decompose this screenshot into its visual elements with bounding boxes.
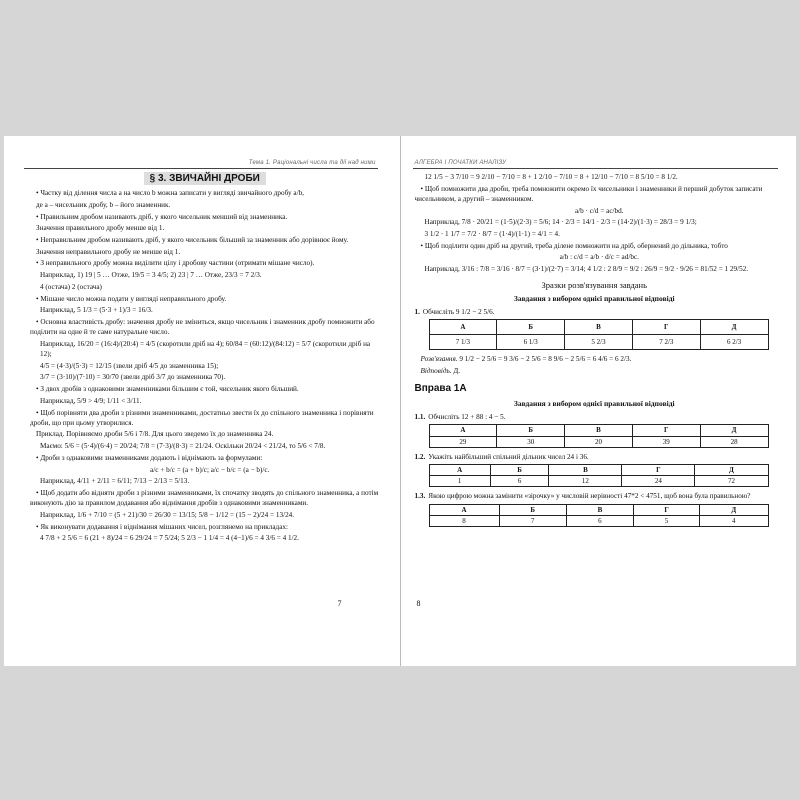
answer-option: 29 xyxy=(429,436,497,447)
answer-option: 72 xyxy=(695,476,768,487)
text-line: a/b · c/d = ac/bd. xyxy=(574,206,624,215)
right-page-content xyxy=(415,172,775,531)
text-line: • Як виконувати додавання і віднімання мішаних чисел, розглянемо на прикладах: xyxy=(36,522,288,531)
answer-option: 5 xyxy=(634,515,700,526)
answer-header: А xyxy=(429,425,497,436)
task-statement: 1.3. Якою цифрою можна замінити «зірочку» у числовій нерівності 47*2 < 4751, щоб вона була правильною? xyxy=(414,492,751,501)
answer-header: Д xyxy=(700,319,768,334)
answer-header: Д xyxy=(700,504,768,515)
answer-header: А xyxy=(429,465,490,476)
answer-option: 30 xyxy=(497,436,565,447)
text-line: • З двох дробів з однаковими знаменниками більшим є той, чисельник якого більший. xyxy=(36,385,299,394)
page-number: 7 xyxy=(337,599,342,608)
answer-option: 8 xyxy=(429,515,499,526)
answer-option: 6 xyxy=(566,515,633,526)
answer-option: 5 2/3 xyxy=(565,334,633,349)
answer-header: Г xyxy=(634,504,700,515)
text-line: 4 7/8 + 2 5/6 = 6 (21 + 8)/24 = 6 29/24 = 7 5/24; 5 2/3 − 1 1/4 = 4 (4−1)/6 = 4 3/6 = 4 1/2. xyxy=(40,534,299,543)
answer-header: Б xyxy=(497,425,565,436)
right-page xyxy=(401,136,797,666)
text-line: a/c + b/c = (a + b)/c; a/c − b/c = (a − b)/c. xyxy=(150,465,270,474)
answer-option: 24 xyxy=(622,476,695,487)
answer-header: Б xyxy=(499,504,566,515)
answer-option: 6 2/3 xyxy=(700,334,768,349)
example-heading: Завдання з вибором однієї правильної відповіді xyxy=(513,293,675,303)
section-title: § 3. ЗВИЧАЙНІ ДРОБИ xyxy=(30,174,380,184)
exercise-heading: Завдання з вибором однієї правильної відповіді xyxy=(513,399,675,409)
text-line: 3 1/2 · 1 1/7 = 7/2 · 8/7 = (1·4)/(1·1) = 4/1 = 4. xyxy=(424,230,560,239)
text-line: • Дроби з однаковими знаменниками додають і віднімають за формулами: xyxy=(36,453,263,462)
answer-option: 7 xyxy=(499,515,566,526)
text-line: Наприклад, 16/20 = (16:4)/(20:4) = 4/5 (скоротили дріб на 4); 60/84 = (60:12)/(84:12) = 5/7 (скоротили дріб на 12); xyxy=(40,339,371,359)
text-line: Значення правильного дробу менше від 1. xyxy=(36,224,165,233)
text-line: • Частку від ділення числа a на число b можна записати у вигляді звичайного дробу a/b, xyxy=(36,189,304,198)
header-rule xyxy=(24,168,378,169)
answer-option: 7 2/3 xyxy=(632,334,700,349)
task-statement: 1. Обчисліть 9 1/2 − 2 5/6. xyxy=(414,307,495,316)
answer-header: Б xyxy=(497,319,565,334)
answer-option: 1 xyxy=(429,476,490,487)
answer-header: Д xyxy=(695,465,768,476)
header-rule xyxy=(413,168,779,169)
answer-table xyxy=(429,424,769,447)
task-statement: 1.2. Укажіть найбільший спільний дільник чисел 24 і 36. xyxy=(414,452,589,461)
text-line: Наприклад, 5/9 > 4/9; 1/11 < 3/11. xyxy=(40,396,142,405)
text-line: Наприклад, 1/6 + 7/10 = (5 + 21)/30 = 26/30 = 13/15; 5/8 − 1/12 = (15 − 2)/24 = 13/24. xyxy=(40,510,295,519)
answer-header: Г xyxy=(632,425,700,436)
answer: Відповідь. Д. xyxy=(420,366,461,375)
answer-option: 39 xyxy=(632,436,700,447)
answer-header: В xyxy=(549,465,622,476)
answer-header: В xyxy=(565,319,633,334)
text-line: Приклад. Порівняємо дроби 5/6 і 7/8. Для цього зведемо їх до знаменника 24. xyxy=(36,430,274,439)
text-line: a/b : c/d = a/b · d/c = ad/bc. xyxy=(559,253,639,262)
answer-option: 7 1/3 xyxy=(429,334,497,349)
text-line: • Щоб додати або відняти дроби з різними знаменниками, їх спочатку зводять до спільного знаменника, а потім виконують дію за правилом додавання або віднімання дробів з однаковими знаменниками. xyxy=(30,488,379,508)
text-line: де a – чисельник дробу, b – його знаменник. xyxy=(36,200,171,209)
answer-option: 20 xyxy=(565,436,633,447)
text-line: • Щоб помножити два дроби, треба помножити окремо їх чисельники і знаменники й перший добуток записати чисельником, а другий – знаменником. xyxy=(414,184,763,203)
text-line: Наприклад, 4/11 + 2/11 = 6/11; 7/13 − 2/13 = 5/13. xyxy=(40,477,190,486)
answer-option: 12 xyxy=(549,476,622,487)
text-line: • Мішане число можна подати у вигляді неправильного дробу. xyxy=(36,294,227,303)
answer-header: Г xyxy=(622,465,695,476)
answer-header: В xyxy=(565,425,633,436)
text-line: 4 (остача) 2 (остача) xyxy=(40,282,102,291)
text-line: Маємо: 5/6 = (5·4)/(6·4) = 20/24; 7/8 = (7·3)/(8·3) = 21/24. Оскільки 20/24 < 21/24, то 5/6 < 7/8. xyxy=(40,442,326,451)
text-line: • Правильним дробом називають дріб, у якого чисельник менший від знаменника. xyxy=(36,212,288,221)
text-line: • Неправильним дробом називають дріб, у якого чисельник більший за знаменник або дорівнює йому. xyxy=(36,236,349,245)
running-head: АЛГЕБРА І ПОЧАТКИ АНАЛІЗУ xyxy=(414,160,507,166)
running-head: Тема 1. Раціональні числа та дії над ними xyxy=(248,160,376,166)
text-line: • З неправильного дробу можна виділити цілу і дробову частини (отримати мішане число). xyxy=(36,259,315,268)
text-line: Наприклад, 5 1/3 = (5·3 + 1)/3 = 16/3. xyxy=(40,306,153,315)
answer-option: 4 xyxy=(700,515,768,526)
answer-table xyxy=(429,319,769,350)
left-page xyxy=(4,136,401,666)
answer-header: Б xyxy=(490,465,549,476)
answer-header: А xyxy=(429,319,497,334)
book-spread xyxy=(4,136,796,666)
text-line: • Щоб поділити один дріб на другий, треба ділене помножити на дріб, обернений до дільника, тобто xyxy=(420,241,728,250)
answer-option: 6 1/3 xyxy=(497,334,565,349)
solution: Розв'язання. 9 1/2 − 2 5/6 = 9 3/6 − 2 5/6 = 8 9/6 − 2 5/6 = 6 4/6 = 6 2/3. xyxy=(420,354,632,363)
answer-header: В xyxy=(566,504,633,515)
answer-option: 6 xyxy=(490,476,549,487)
exercise-title: Вправа 1А xyxy=(414,382,467,394)
task-statement: 1.1. Обчисліть 12 + 88 : 4 − 5. xyxy=(414,413,506,422)
text-line: Значення неправильного дробу не менше від 1. xyxy=(36,247,181,256)
text-line: • Щоб порівняти два дроби з різними знаменниками, достатньо звести їх до спільного знаменника і порівняти дроби, що при цьому утворилися. xyxy=(30,408,374,427)
answer-header: А xyxy=(429,504,499,515)
text-line: • Основна властивість дробу: значення дробу не зміниться, якщо чисельник і знаменник дробу помножити або поділити на одне й те саме натуральне число. xyxy=(30,317,375,337)
text-line: 4/5 = (4·3)/(5·3) = 12/15 (звели дріб 4/5 до знаменника 15); xyxy=(40,361,219,370)
answer-table xyxy=(429,464,769,487)
text-line: 12 1/5 − 3 7/10 = 9 2/10 − 7/10 = 8 + 1 2/10 − 7/10 = 8 + 12/10 − 7/10 = 8 5/10 = 8 1/2. xyxy=(424,173,678,181)
text-line: Наприклад, 1) 19 | 5 … Отже, 19/5 = 3 4/5; 2) 23 | 7 … Отже, 23/3 = 7 2/3. xyxy=(40,271,262,280)
text-line: Наприклад, 7/8 · 20/21 = (1·5)/(2·3) = 5/6; 14 · 2/3 = 14/1 · 2/3 = (14·2)/(1·3) = 28/3 = 9 1/3; xyxy=(424,218,697,227)
answer-option: 28 xyxy=(700,436,768,447)
text-line: 3/7 = (3·10)/(7·10) = 30/70 (звели дріб 3/7 до знаменника 70). xyxy=(40,373,226,382)
sub-heading: Зразки розв'язування завдань xyxy=(541,280,647,291)
answer-header: Д xyxy=(700,425,768,436)
left-page-content xyxy=(30,172,380,545)
page-number: 8 xyxy=(416,599,421,608)
answer-header: Г xyxy=(632,319,700,334)
answer-table xyxy=(429,504,769,527)
text-line: Наприклад, 3/16 : 7/8 = 3/16 · 8/7 = (3·1)/(2·7) = 3/14; 4 1/2 : 2 8/9 = 9/2 : 26/9 = 9/2 · 9/26 = 81/52 = 1 29/52. xyxy=(424,265,749,274)
